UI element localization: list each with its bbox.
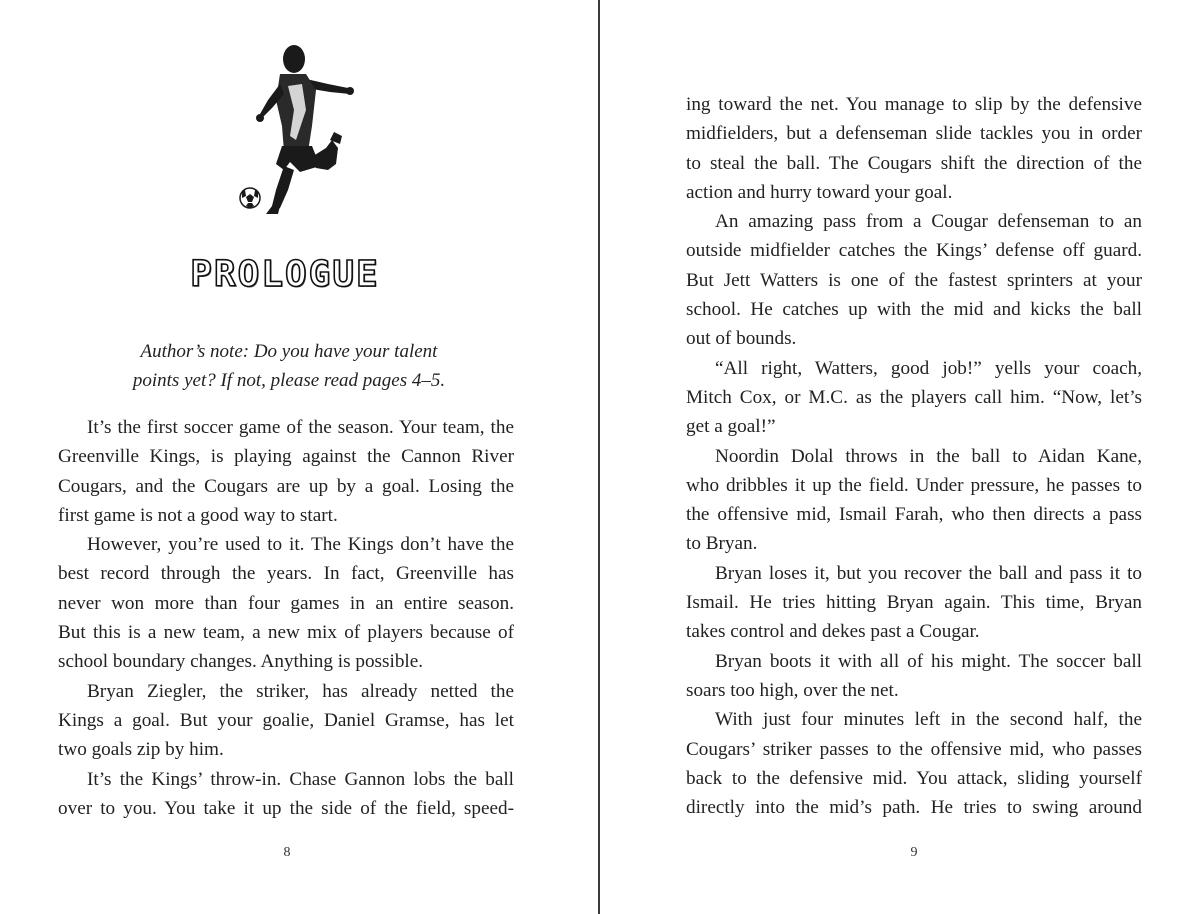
text-line: But Jett Watters is one of the fastest sprinters at your [686, 269, 1142, 291]
text-line: soars too high, over the net. [686, 679, 899, 701]
text-line: However, you’re used to it. The Kings don’t have the [87, 534, 514, 556]
right-page-body [686, 90, 1142, 822]
text-line: best record through the years. In fact, Greenville has [58, 563, 514, 585]
text-line: Cougars, and the Cougars are up by a goal. Losing the [58, 475, 514, 497]
author-note [0, 337, 578, 395]
text-line: school. He catches up with the mid and kicks the ball [686, 299, 1142, 321]
text-line: Kings a goal. But your goalie, Daniel Gramse, has let [58, 709, 514, 731]
text-line: ing toward the net. You manage to slip by the defensive [686, 94, 1142, 115]
text-line: get a goal!” [686, 416, 776, 438]
text-line: Ismail. He tries hitting Bryan again. This time, Bryan [686, 592, 1142, 614]
text-line: over to you. You take it up the side of the field, speed- [58, 797, 514, 819]
text-line: Bryan loses it, but you recover the ball and pass it to [715, 562, 1142, 584]
author-note-line: Author’s note: Do you have your talent [140, 341, 438, 362]
text-line: Cougars’ striker passes to the offensive mid, who passes [686, 738, 1142, 760]
text-line: to steal the ball. The Cougars shift the direction of the [686, 152, 1142, 174]
text-line: But this is a new team, a new mix of players because of [58, 622, 514, 644]
soccer-player-silhouette-icon [236, 40, 356, 215]
right-page [600, 0, 1200, 914]
text-line: the offensive mid, Ismail Farah, who then directs a pass [686, 504, 1142, 526]
text-line: school boundary changes. Anything is possible. [58, 651, 424, 673]
text-line: An amazing pass from a Cougar defenseman to an [715, 211, 1142, 233]
chapter-title: PROLOGUE [190, 254, 380, 295]
left-page-body [58, 413, 514, 823]
text-line: Bryan Ziegler, the striker, has already netted the [87, 680, 514, 702]
text-line: midfielders, but a defenseman slide tackles you in order [686, 123, 1142, 145]
text-line: first game is not a good way to start. [58, 504, 338, 526]
text-line: Bryan boots it with all of his might. The soccer ball [715, 650, 1142, 672]
text-line: action and hurry toward your goal. [686, 181, 953, 203]
text-line: back to the defensive mid. You attack, sliding yourself [686, 767, 1142, 789]
text-line: two goals zip by him. [58, 739, 224, 761]
text-line: takes control and dekes past a Cougar. [686, 621, 980, 643]
text-line: Noordin Dolal throws in the ball to Aidan Kane, [715, 445, 1142, 467]
soccer-player-illustration [236, 40, 356, 215]
text-line: Mitch Cox, or M.C. as the players call him. “Now, let’s [686, 386, 1142, 408]
text-line: With just four minutes left in the second half, the [715, 709, 1142, 731]
text-line: never won more than four games in an entire season. [58, 592, 514, 614]
page-number: 9 [910, 845, 918, 860]
text-line: It’s the first soccer game of the season. Your team, the [87, 417, 514, 438]
text-line: directly into the mid’s path. He tries to swing around [686, 797, 1142, 819]
text-line: who dribbles it up the field. Under pressure, he passes to [686, 474, 1142, 496]
left-page [0, 0, 598, 914]
text-line: Greenville Kings, is playing against the Cannon River [58, 446, 514, 468]
text-line: “All right, Watters, good job!” yells your coach, [715, 357, 1142, 379]
text-line: outside midfielder catches the Kings’ defense off guard. [686, 240, 1142, 262]
text-line: It’s the Kings’ throw-in. Chase Gannon lobs the ball [87, 768, 514, 790]
author-note-line: points yet? If not, please read pages 4–5. [132, 370, 446, 391]
page-number: 8 [283, 845, 291, 860]
text-line: to Bryan. [686, 533, 758, 555]
text-line: out of bounds. [686, 328, 797, 350]
